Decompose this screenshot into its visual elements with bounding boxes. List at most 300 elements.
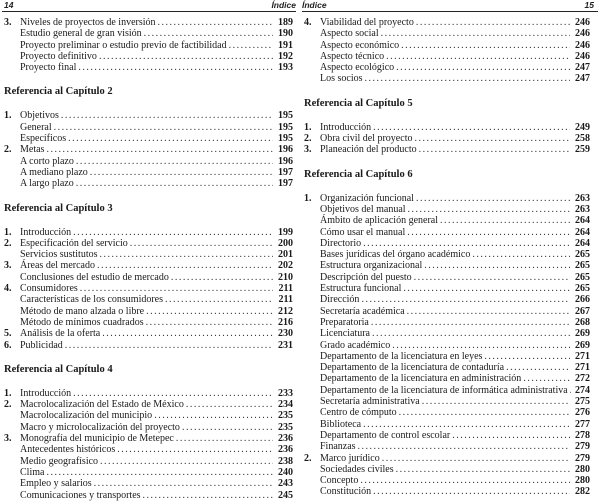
toc-entry: [4, 156, 293, 167]
entry-label: Departamento de la licenciatura de contaduría: [320, 362, 504, 373]
dot-leader: [365, 73, 571, 84]
entry-label: Empleo y salarios: [20, 478, 92, 489]
entry-label: Secretaría académica: [320, 306, 405, 317]
entry-page: 264: [572, 238, 590, 249]
entry-label: Departamento de la licenciatura de informática administrativa: [320, 385, 568, 396]
entry-number: 3.: [4, 17, 20, 28]
entry-page: 279: [572, 441, 590, 452]
entry-page: 190: [275, 28, 293, 39]
entry-label: Publicidad: [20, 340, 63, 351]
dot-leader: [46, 467, 273, 478]
dot-leader: [97, 260, 273, 271]
entry-label: Aspecto económico: [320, 40, 399, 51]
section-heading: Referencia al Capítulo 2: [4, 86, 293, 98]
entry-label: Análisis de la oferta: [20, 328, 100, 339]
section-heading: Referencia al Capítulo 5: [304, 98, 590, 110]
entry-label: Finanzas: [320, 441, 356, 452]
entry-label: Grado académico: [320, 340, 390, 351]
entry-number: 4.: [4, 283, 20, 294]
toc-entry: [4, 490, 293, 501]
entry-page: 264: [572, 227, 590, 238]
dot-leader: [407, 306, 570, 317]
toc-entry: [4, 478, 293, 489]
entry-page: 195: [275, 133, 293, 144]
dot-leader: [146, 306, 273, 317]
toc-entry: [304, 193, 590, 204]
entry-number: 3.: [304, 144, 320, 155]
dot-leader: [422, 396, 570, 407]
dot-leader: [381, 28, 570, 39]
entry-page: 265: [572, 283, 590, 294]
dot-leader: [143, 490, 273, 501]
dot-leader: [54, 122, 273, 133]
entry-number: 1.: [4, 110, 20, 121]
dot-leader: [130, 238, 273, 249]
entry-page: 199: [275, 227, 293, 238]
toc-entry: [304, 17, 590, 28]
dot-leader: [158, 17, 273, 28]
dot-leader: [372, 328, 570, 339]
toc-entry: [304, 441, 590, 452]
toc-entry: [304, 396, 590, 407]
dot-leader: [440, 215, 570, 226]
toc-entry: [304, 144, 590, 155]
entry-label: Proyecto preliminar o estudio previo de factibilidad: [20, 40, 227, 51]
toc-entry: [4, 467, 293, 478]
dot-leader: [371, 317, 570, 328]
dot-leader: [94, 478, 273, 489]
toc-entry: [304, 283, 590, 294]
entry-page: 195: [275, 122, 293, 133]
entry-label: Antecedentes históricos: [20, 444, 115, 455]
toc-entry: [304, 272, 590, 283]
entry-page: 269: [572, 340, 590, 351]
entry-label: Sociedades civiles: [320, 464, 394, 475]
toc-entry: [304, 419, 590, 430]
entry-page: 196: [275, 156, 293, 167]
dot-leader: [396, 62, 570, 73]
toc-entry: [304, 133, 590, 144]
dot-leader: [73, 227, 273, 238]
dot-leader: [171, 272, 273, 283]
entry-page: 235: [275, 410, 293, 421]
entry-page: 231: [275, 340, 293, 351]
entry-label: Método de mínimos cuadrados: [20, 317, 144, 328]
entry-number: 3.: [4, 260, 20, 271]
entry-page: 240: [275, 467, 293, 478]
entry-number: 1.: [4, 227, 20, 238]
running-title: Índice: [302, 0, 327, 10]
toc-entry: [4, 51, 293, 62]
entry-page: 246: [572, 28, 590, 39]
entry-number: 2.: [304, 133, 320, 144]
running-head: [2, 0, 296, 12]
entry-label: Directorio: [320, 238, 361, 249]
toc-entry: [4, 410, 293, 421]
entry-page: 271: [572, 362, 590, 373]
dot-leader: [100, 249, 273, 260]
entry-label: Estructura funcional: [320, 283, 401, 294]
entry-label: Servicios sustitutos: [20, 249, 98, 260]
toc-entry: [4, 294, 293, 305]
entry-number: 2.: [4, 399, 20, 410]
dot-leader: [176, 433, 273, 444]
page-number: 15: [585, 0, 594, 10]
toc-entry: [4, 122, 293, 133]
dot-leader: [523, 373, 570, 384]
toc-entry: [4, 62, 293, 73]
toc-entry: [4, 340, 293, 351]
entry-page: 193: [275, 62, 293, 73]
entry-label: Aspecto ecológico: [320, 62, 394, 73]
toc-entry: [4, 433, 293, 444]
dot-leader: [186, 399, 273, 410]
entry-page: 245: [275, 490, 293, 501]
entry-label: Objetivos: [20, 110, 59, 121]
dot-leader: [146, 317, 273, 328]
dot-leader: [90, 167, 273, 178]
toc-entry: [4, 28, 293, 39]
toc-entry: [304, 28, 590, 39]
entry-label: Departamento de la licenciatura en leyes: [320, 351, 482, 362]
toc-entry: [4, 272, 293, 283]
toc-content: [304, 17, 590, 498]
entry-label: Secretaría administrativa: [320, 396, 420, 407]
toc-content: [4, 17, 293, 501]
entry-label: Macro y microlocalización del proyecto: [20, 422, 180, 433]
toc-entry: [4, 110, 293, 121]
toc-entry: [304, 340, 590, 351]
entry-label: Medio geografísico: [20, 456, 98, 467]
toc-entry: [304, 122, 590, 133]
toc-entry: [4, 238, 293, 249]
toc-entry: [304, 227, 590, 238]
toc-entry: [304, 362, 590, 373]
entry-page: 246: [572, 40, 590, 51]
entry-label: Conclusiones del estudio de mercado: [20, 272, 169, 283]
entry-label: Departamento de control escolar: [320, 430, 450, 441]
entry-label: Obra civil del proyecto: [320, 133, 412, 144]
entry-label: Los socios: [320, 73, 363, 84]
dot-leader: [68, 133, 273, 144]
entry-number: 2.: [4, 144, 20, 155]
dot-leader: [358, 441, 570, 452]
toc-entry: [304, 260, 590, 271]
toc-entry: [304, 62, 590, 73]
entry-page: 200: [275, 238, 293, 249]
toc-entry: [304, 486, 590, 497]
toc-entry: [304, 373, 590, 384]
entry-label: A corto plazo: [20, 156, 74, 167]
entry-label: Clima: [20, 467, 44, 478]
toc-entry: [4, 456, 293, 467]
toc-entry: [4, 167, 293, 178]
entry-page: 238: [275, 456, 293, 467]
running-title: Índice: [271, 0, 296, 10]
dot-leader: [76, 178, 273, 189]
entry-page: 264: [572, 215, 590, 226]
toc-entry: [4, 133, 293, 144]
toc-entry: [304, 328, 590, 339]
entry-page: 266: [572, 294, 590, 305]
entry-label: Estudio general de gran visión: [20, 28, 142, 39]
toc-entry: [4, 227, 293, 238]
entry-page: 263: [572, 193, 590, 204]
entry-page: 210: [275, 272, 293, 283]
entry-label: Descripción del puesto: [320, 272, 412, 283]
entry-page: 195: [275, 110, 293, 121]
toc-entry: [304, 464, 590, 475]
dot-leader: [419, 144, 570, 155]
entry-label: Macrolocalización del municipio: [20, 410, 152, 421]
entry-page: 265: [572, 249, 590, 260]
entry-page: 211: [275, 294, 293, 305]
dot-leader: [102, 328, 273, 339]
entry-page: 280: [572, 464, 590, 475]
entry-label: Aspecto social: [320, 28, 379, 39]
toc-entry: [4, 283, 293, 294]
entry-label: Especificación del servicio: [20, 238, 128, 249]
dot-leader: [452, 430, 570, 441]
entry-page: 279: [572, 453, 590, 464]
toc-entry: [304, 475, 590, 486]
toc-entry: [304, 249, 590, 260]
entry-page: 247: [572, 62, 590, 73]
entry-label: Biblioteca: [320, 419, 361, 430]
entry-label: Constitución: [320, 486, 371, 497]
entry-label: Centro de cómputo: [320, 407, 397, 418]
dot-leader: [117, 444, 273, 455]
entry-page: 268: [572, 317, 590, 328]
entry-label: Proyecto definitivo: [20, 51, 97, 62]
dot-leader: [361, 294, 570, 305]
dot-leader: [373, 122, 570, 133]
entry-label: Marco jurídico: [320, 453, 380, 464]
dot-leader: [408, 204, 570, 215]
entry-page: 249: [572, 122, 590, 133]
entry-label: Preparatoria: [320, 317, 369, 328]
toc-entry: [4, 444, 293, 455]
entry-page: 243: [275, 478, 293, 489]
toc-entry: [304, 430, 590, 441]
entry-number: 5.: [4, 328, 20, 339]
dot-leader: [144, 28, 273, 39]
entry-label: General: [20, 122, 52, 133]
dot-leader: [76, 156, 273, 167]
entry-label: Aspecto técnico: [320, 51, 384, 62]
toc-entry: [304, 317, 590, 328]
entry-page: 271: [572, 351, 590, 362]
entry-label: Proyecto final: [20, 62, 76, 73]
entry-page: 275: [572, 396, 590, 407]
section-heading: Referencia al Capítulo 6: [304, 169, 590, 181]
section-heading: Referencia al Capítulo 4: [4, 364, 293, 376]
entry-label: Niveles de proyectos de inversión: [20, 17, 156, 28]
entry-number: 1.: [304, 122, 320, 133]
toc-entry: [304, 294, 590, 305]
toc-entry: [304, 73, 590, 84]
dot-leader: [386, 51, 570, 62]
toc-entry: [304, 385, 590, 396]
dot-leader: [424, 260, 570, 271]
entry-page: 246: [572, 17, 590, 28]
entry-page: 272: [572, 373, 590, 384]
entry-label: Viabilidad del proyecto: [320, 17, 414, 28]
entry-label: Concepto: [320, 475, 358, 486]
toc-entry: [304, 238, 590, 249]
dot-leader: [472, 249, 570, 260]
right-page: [300, 0, 600, 500]
toc-entry: [304, 51, 590, 62]
entry-label: Licenciatura: [320, 328, 370, 339]
entry-label: Consumidores: [20, 283, 78, 294]
toc-entry: [4, 144, 293, 155]
dot-leader: [416, 193, 570, 204]
dot-leader: [392, 340, 570, 351]
toc-entry: [4, 317, 293, 328]
entry-label: Ámbito de aplicación general: [320, 215, 438, 226]
entry-number: 2.: [4, 238, 20, 249]
toc-entry: [4, 17, 293, 28]
entry-label: Características de los consumidores: [20, 294, 163, 305]
dot-leader: [407, 227, 570, 238]
dot-leader: [506, 362, 570, 373]
entry-page: 235: [275, 422, 293, 433]
toc-entry: [4, 306, 293, 317]
entry-number: 2.: [304, 453, 320, 464]
dot-leader: [403, 283, 570, 294]
toc-entry: [4, 260, 293, 271]
dot-leader: [80, 283, 273, 294]
entry-number: 1.: [304, 193, 320, 204]
entry-page: 234: [275, 399, 293, 410]
toc-entry: [4, 399, 293, 410]
dot-leader: [229, 40, 273, 51]
entry-label: Dirección: [320, 294, 359, 305]
entry-page: 212: [275, 306, 293, 317]
entry-label: Áreas del mercado: [20, 260, 95, 271]
dot-leader: [416, 17, 570, 28]
dot-leader: [65, 340, 273, 351]
entry-page: 263: [572, 204, 590, 215]
left-page: [0, 0, 298, 500]
toc-entry: [304, 351, 590, 362]
entry-page: 277: [572, 419, 590, 430]
entry-page: 247: [572, 73, 590, 84]
toc-entry: [304, 306, 590, 317]
dot-leader: [363, 419, 570, 430]
entry-page: 197: [275, 178, 293, 189]
entry-page: 201: [275, 249, 293, 260]
toc-entry: [304, 204, 590, 215]
entry-page: 265: [572, 272, 590, 283]
toc-entry: [304, 215, 590, 226]
dot-leader: [382, 453, 570, 464]
entry-label: A largo plazo: [20, 178, 74, 189]
entry-page: 216: [275, 317, 293, 328]
toc-entry: [4, 178, 293, 189]
entry-page: 276: [572, 407, 590, 418]
toc-entry: [4, 40, 293, 51]
entry-label: Cómo usar el manual: [320, 227, 405, 238]
entry-page: 236: [275, 433, 293, 444]
entry-page: 236: [275, 444, 293, 455]
entry-label: Bases jurídicas del órgano académico: [320, 249, 470, 260]
dot-leader: [46, 144, 273, 155]
page-number: 14: [4, 0, 13, 10]
entry-label: Planeación del producto: [320, 144, 417, 155]
dot-leader: [484, 351, 570, 362]
entry-label: Metas: [20, 144, 44, 155]
section-heading: Referencia al Capítulo 3: [4, 203, 293, 215]
entry-page: 258: [572, 133, 590, 144]
dot-leader: [100, 456, 273, 467]
dot-leader: [99, 51, 273, 62]
dot-leader: [73, 388, 273, 399]
toc-entry: [4, 388, 293, 399]
dot-leader: [396, 464, 570, 475]
entry-page: 191: [275, 40, 293, 51]
entry-page: 267: [572, 306, 590, 317]
dot-leader: [373, 486, 570, 497]
entry-page: 280: [572, 475, 590, 486]
entry-page: 211: [275, 283, 293, 294]
entry-label: Macrolocalización del Estado de México: [20, 399, 184, 410]
dot-leader: [182, 422, 273, 433]
entry-number: 4.: [304, 17, 320, 28]
entry-page: 259: [572, 144, 590, 155]
entry-page: 246: [572, 51, 590, 62]
toc-entry: [304, 407, 590, 418]
dot-leader: [61, 110, 273, 121]
running-head: [302, 0, 598, 12]
entry-page: 230: [275, 328, 293, 339]
entry-label: Organización funcional: [320, 193, 414, 204]
entry-page: 192: [275, 51, 293, 62]
toc-entry: [4, 422, 293, 433]
dot-leader: [401, 40, 570, 51]
entry-page: 274: [572, 385, 590, 396]
entry-label: Introducción: [20, 227, 71, 238]
dot-leader: [165, 294, 273, 305]
toc-entry: [4, 328, 293, 339]
entry-label: Introducción: [20, 388, 71, 399]
entry-label: Introducción: [320, 122, 371, 133]
entry-number: 1.: [4, 388, 20, 399]
entry-page: 197: [275, 167, 293, 178]
entry-label: Comunicaciones y transportes: [20, 490, 141, 501]
dot-leader: [78, 62, 273, 73]
entry-label: Estructura organizacional: [320, 260, 422, 271]
dot-leader: [414, 133, 570, 144]
toc-entry: [304, 453, 590, 464]
dot-leader: [363, 238, 570, 249]
entry-page: 189: [275, 17, 293, 28]
entry-label: Método de mano alzada o libre: [20, 306, 144, 317]
dot-leader: [414, 272, 570, 283]
entry-page: 233: [275, 388, 293, 399]
entry-label: Monografía del municipio de Metepec: [20, 433, 174, 444]
entry-label: Objetivos del manual: [320, 204, 406, 215]
entry-number: 3.: [4, 433, 20, 444]
entry-page: 269: [572, 328, 590, 339]
toc-entry: [304, 40, 590, 51]
dot-leader: [154, 410, 273, 421]
toc-entry: [4, 249, 293, 260]
entry-number: 6.: [4, 340, 20, 351]
dot-leader: [399, 407, 570, 418]
entry-page: 278: [572, 430, 590, 441]
